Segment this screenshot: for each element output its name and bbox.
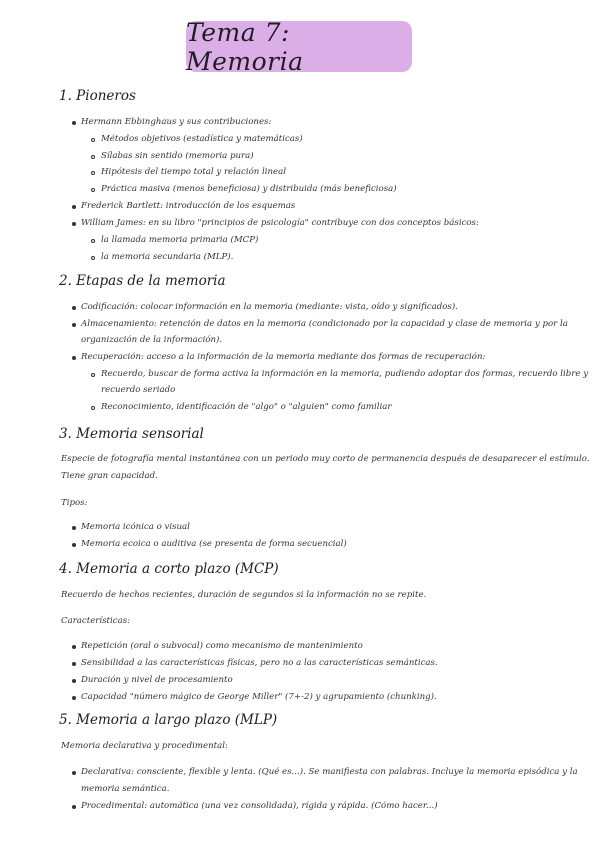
list-item: Declarativa: consciente, flexible y lenta. (Qué es...). Se manifiesta con palabras. Incluye la memoria episódica y la bbox=[81, 767, 578, 777]
bullet-dot bbox=[72, 306, 76, 310]
paragraph-line: Recuerdo de hechos recientes, duración de segundos si la información no se repite. bbox=[61, 590, 427, 600]
list-item: Memoria ecoica o auditiva (se presenta de forma secuencial) bbox=[81, 539, 347, 549]
bullet-dot bbox=[72, 222, 76, 226]
sub-bullet-circle bbox=[91, 373, 95, 377]
section-heading-pioneros: 1. Pioneros bbox=[59, 88, 136, 104]
sub-bullet-circle bbox=[91, 406, 95, 410]
section-heading-mcp: 4. Memoria a corto plazo (MCP) bbox=[59, 561, 279, 577]
page-title: Tema 7: Memoria bbox=[186, 17, 304, 76]
sub-list-item: Hipótesis del tiempo total y relación lineal bbox=[101, 167, 286, 177]
sub-list-item: Reconocimiento, identificación de "algo" o "alguien" como familiar bbox=[101, 402, 392, 412]
section-heading-sensorial: 3. Memoria sensorial bbox=[59, 426, 204, 442]
sub-list-item: la memoria secundaria (MLP). bbox=[101, 252, 234, 262]
list-item: Codificación: colocar información en la memoria (mediante: vista, oído y significados). bbox=[81, 302, 458, 312]
bullet-dot bbox=[72, 323, 76, 327]
sub-list-item: Sílabas sin sentido (memoria pura) bbox=[101, 151, 254, 161]
sub-list-item: Métodos objetivos (estadística y matemáticas) bbox=[101, 134, 303, 144]
sub-bullet-circle bbox=[91, 138, 95, 142]
list-item: Duración y nivel de procesamiento bbox=[81, 675, 233, 685]
paragraph-line: Especie de fotografía mental instantánea con un periodo muy corto de permanencia después de desaparecer el estímulo. bbox=[61, 454, 590, 464]
bullet-dot bbox=[72, 645, 76, 649]
sub-list-item: la llamada memoria primaria (MCP) bbox=[101, 235, 259, 245]
list-item: Sensibilidad a las características físicas, pero no a las características semánticas. bbox=[81, 658, 438, 668]
bullet-dot bbox=[72, 205, 76, 209]
list-item: William James: en su libro "principios de psicología" contribuye con dos conceptos básicos: bbox=[81, 218, 479, 228]
bullet-dot bbox=[72, 543, 76, 547]
list-item: Procedimental: automática (una vez consolidada), rígida y rápida. (Cómo hacer...) bbox=[81, 801, 438, 811]
bullet-dot bbox=[72, 805, 76, 809]
list-item: Hermann Ebbinghaus y sus contribuciones: bbox=[81, 117, 272, 127]
sub-list-item-continuation: recuerdo seriado bbox=[101, 385, 176, 395]
subheading-tipos: Tipos: bbox=[61, 498, 88, 508]
section-heading-mlp: 5. Memoria a largo plazo (MLP) bbox=[59, 712, 278, 728]
bullet-dot bbox=[72, 121, 76, 125]
sub-bullet-circle bbox=[91, 239, 95, 243]
subheading-caracteristicas: Características: bbox=[61, 616, 130, 626]
list-item-continuation: memoria semántica. bbox=[81, 784, 170, 794]
bullet-dot bbox=[72, 679, 76, 683]
bullet-dot bbox=[72, 356, 76, 360]
list-item-continuation: organización de la información). bbox=[81, 335, 223, 345]
list-item: Capacidad "número mágico de George Miller" (7+-2) y agrupamiento (chunking). bbox=[81, 692, 437, 702]
bullet-dot bbox=[72, 696, 76, 700]
bullet-dot bbox=[72, 526, 76, 530]
bullet-dot bbox=[72, 662, 76, 666]
sub-bullet-circle bbox=[91, 188, 95, 192]
paragraph-line: Memoria declarativa y procedimental: bbox=[61, 741, 228, 751]
list-item: Almacenamiento: retención de datos en la memoria (condicionado por la capacidad y clase de memoria y por la bbox=[81, 319, 568, 329]
sub-bullet-circle bbox=[91, 171, 95, 175]
sub-list-item: Práctica masiva (menos beneficiosa) y distribuida (más beneficiosa) bbox=[101, 184, 397, 194]
sub-list-item: Recuerdo, buscar de forma activa la información en la memoria, pudiendo adoptar dos formas, recuerdo libre y bbox=[101, 369, 589, 379]
sub-bullet-circle bbox=[91, 155, 95, 159]
list-item: Memoria icónica o visual bbox=[81, 522, 190, 532]
list-item: Recuperación: acceso a la información de la memoria mediante dos formas de recuperación: bbox=[81, 352, 486, 362]
paragraph-line: Tiene gran capacidad. bbox=[61, 471, 158, 481]
sub-bullet-circle bbox=[91, 256, 95, 260]
section-heading-etapas: 2. Etapas de la memoria bbox=[59, 273, 226, 289]
list-item: Frederick Bartlett: introducción de los esquemas bbox=[81, 201, 296, 211]
title-banner bbox=[186, 17, 412, 76]
bullet-dot bbox=[72, 771, 76, 775]
list-item: Repetición (oral o subvocal) como mecanismo de mantenimiento bbox=[81, 641, 363, 651]
